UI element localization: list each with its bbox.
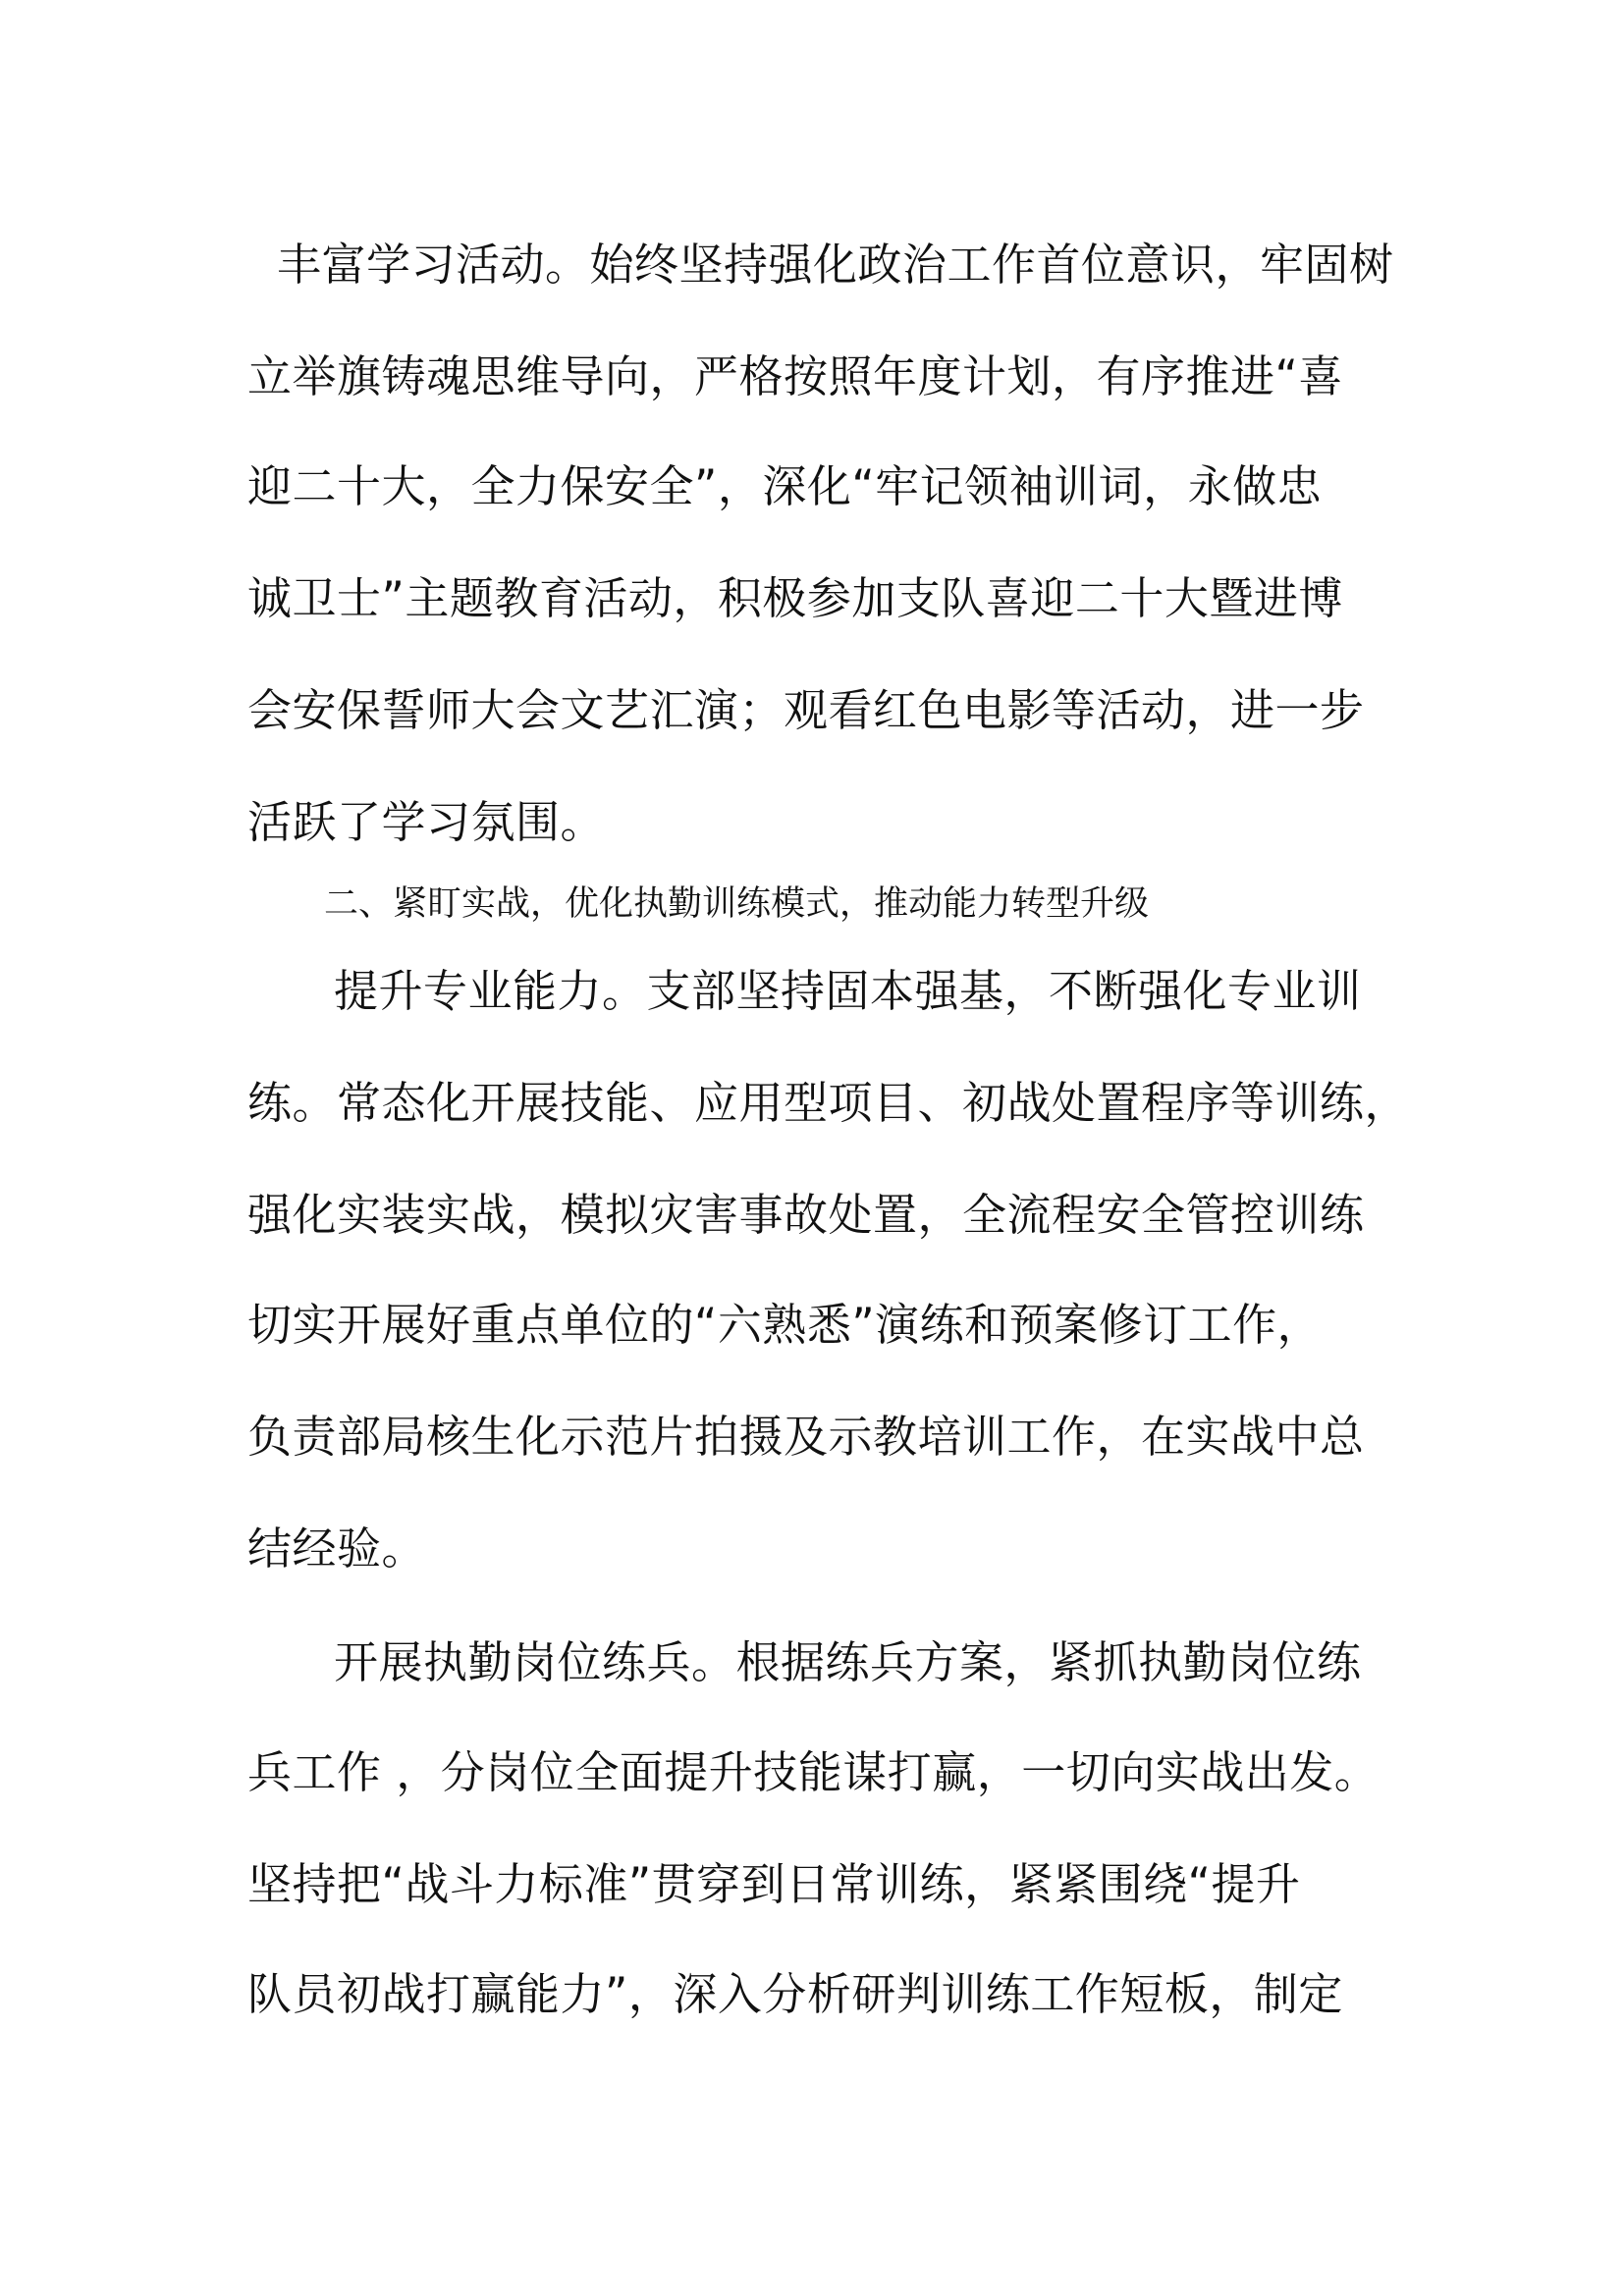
section-heading: 二、紧盯实战，优化执勤训练模式，推动能力转型升级 bbox=[324, 884, 1150, 924]
paragraph-line: 立举旗铸魂思维导向，严格按照年度计划，有序推进“喜 bbox=[247, 350, 1343, 402]
paragraph-line: 结经验。 bbox=[247, 1522, 427, 1575]
paragraph-line: 坚持把“战斗力标准”贯穿到日常训练，紧紧围绕“提升 bbox=[247, 1858, 1301, 1910]
paragraph-line: 丰富学习活动。始终坚持强化政治工作首位意识，牢固树 bbox=[277, 239, 1394, 291]
paragraph-line: 提升专业能力。支部坚持固本强基，不断强化专业训 bbox=[334, 965, 1362, 1017]
paragraph-line: 队员初战打赢能力”，深入分析研判训练工作短板，制定 bbox=[247, 1968, 1343, 2020]
paragraph-line: 迎二十大，全力保安全”，深化“牢记领袖训词，永做忠 bbox=[247, 460, 1323, 512]
paragraph-line: 诚卫士”主题教育活动，积极参加支队喜迎二十大暨进博 bbox=[247, 572, 1343, 624]
paragraph-line: 练。常态化开展技能、应用型项目、初战处置程序等训练， bbox=[247, 1077, 1410, 1129]
paragraph-line: 会安保誓师大会文艺汇演；观看红色电影等活动，进一步 bbox=[247, 684, 1365, 736]
paragraph-line: 活跃了学习氛围。 bbox=[247, 796, 606, 848]
paragraph-line: 强化实装实战，模拟灾害事故处置，全流程安全管控训练 bbox=[247, 1189, 1365, 1241]
paragraph-line: 兵工作 ，分岗位全面提升技能谋打赢，一切向实战出发。 bbox=[247, 1746, 1380, 1798]
paragraph-line: 切实开展好重点单位的“六熟悉”演练和预案修订工作， bbox=[247, 1299, 1323, 1351]
paragraph-line: 开展执勤岗位练兵。根据练兵方案，紧抓执勤岗位练 bbox=[334, 1636, 1362, 1688]
paragraph-line: 负责部局核生化示范片拍摄及示教培训工作，在实战中总 bbox=[247, 1411, 1365, 1463]
